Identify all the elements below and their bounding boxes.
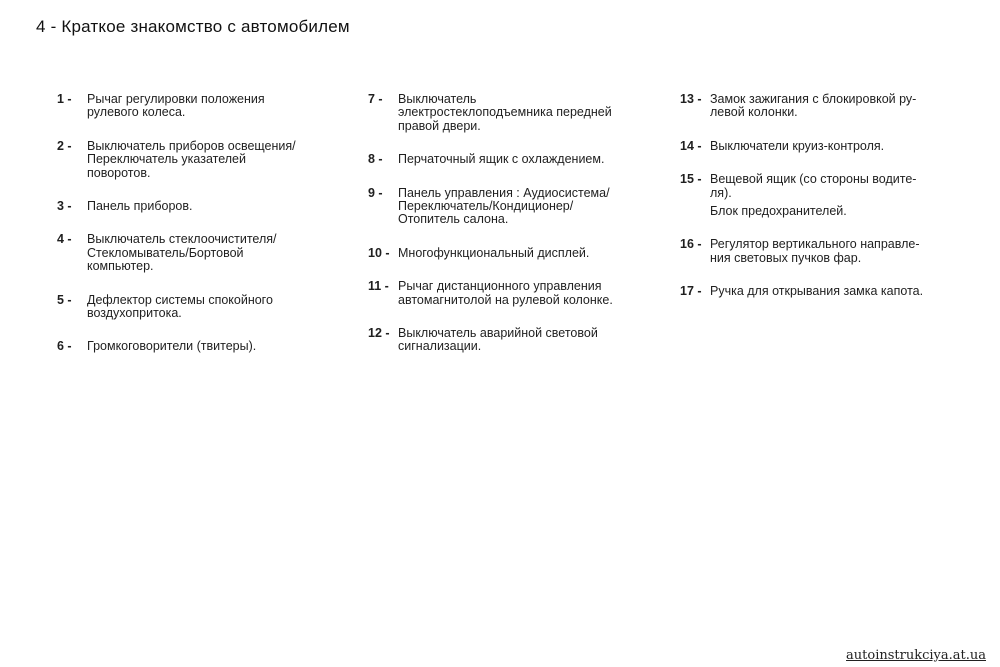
legend-item-line: Стекломыватель/Бортовой (87, 245, 244, 260)
legend-item-line: Дефлектор системы спокойного (87, 292, 273, 307)
legend-item-number: 4 - (57, 232, 72, 247)
legend-item-3 (57, 200, 347, 213)
legend-item-number: 7 - (368, 92, 383, 106)
legend-item-number: 15 - (680, 172, 702, 187)
legend-item-number: 17 - (680, 284, 702, 299)
legend-item-line: Рычаг дистанционного управления (398, 279, 602, 294)
legend-item-line: Выключатель стеклоочистителя/ (87, 232, 277, 247)
legend-item-6 (57, 340, 347, 353)
legend-item-text (87, 140, 347, 180)
legend-item-line: правой двери. (398, 118, 481, 133)
legend-item-4 (57, 233, 347, 273)
legend-item-line: Выключатели круиз-контроля. (710, 138, 885, 153)
legend-item-number: 2 - (57, 138, 72, 153)
watermark-link[interactable]: autoinstrukciya.at.ua (846, 648, 986, 663)
legend-item-number: 12 - (368, 326, 390, 341)
legend-item-text (710, 93, 980, 120)
legend-item-line: Выключатель приборов освещения/ (87, 138, 296, 153)
legend-item-line: Переключатель/Кондиционер/ (398, 199, 574, 214)
legend-item-line: левой колонки. (710, 105, 798, 120)
legend-item-number: 13 - (680, 92, 702, 106)
legend-item-number: 10 - (368, 245, 390, 260)
legend-item-line: Рычаг регулировки положения (87, 92, 265, 106)
legend-item-11 (368, 280, 658, 307)
legend-item-text (87, 294, 347, 321)
legend-item-text (398, 327, 658, 354)
legend-item-line: электростеклоподъемника передней (398, 105, 612, 120)
legend-item-number: 5 - (57, 292, 72, 307)
legend-item-5 (57, 294, 347, 321)
legend-item-13 (680, 93, 980, 120)
legend-item-text (710, 285, 980, 298)
legend-item-text (398, 93, 658, 133)
legend-item-line: Замок зажигания с блокировкой ру- (710, 92, 917, 106)
legend-item-text (710, 140, 980, 153)
legend-item-7 (368, 93, 658, 133)
legend-column-3 (680, 93, 980, 299)
legend-item-line: ния световых пучков фар. (710, 250, 862, 265)
legend-item-line: ля). (710, 185, 732, 200)
legend-item-text (87, 233, 347, 273)
legend-item-line: сигнализации. (398, 339, 482, 354)
legend-item-text (398, 187, 658, 227)
legend-item-2 (57, 140, 347, 180)
legend-item-line: автомагнитолой на рулевой колонке. (398, 292, 613, 307)
legend-item-line: Выключатель аварийной световой (398, 326, 598, 341)
legend-item-line: Громкоговорители (твитеры). (87, 339, 257, 354)
legend-item-15 (680, 173, 980, 218)
legend-item-text (87, 200, 347, 213)
legend-item-line: Отопитель салона. (398, 212, 509, 227)
legend-item-line: Ручка для открывания замка капота. (710, 284, 924, 299)
legend-item-number: 16 - (680, 237, 702, 252)
legend-item-line: Панель приборов. (87, 199, 193, 214)
legend-item-9 (368, 187, 658, 227)
legend-item-line: Перчаточный ящик с охлаждением. (398, 152, 605, 167)
legend-item-8 (368, 153, 658, 166)
legend-item-number: 6 - (57, 339, 72, 354)
legend-item-text (398, 280, 658, 307)
legend-item-line: Регулятор вертикального направле- (710, 237, 920, 252)
legend-item-line: рулевого колеса. (87, 105, 186, 120)
legend-item-text (398, 153, 658, 166)
legend-item-line: поворотов. (87, 165, 151, 180)
legend-item-line: воздухопритока. (87, 306, 182, 321)
legend-item-line: Панель управления : Аудиосистема/ (398, 185, 610, 200)
legend-item-subline: Блок предохранителей. (710, 204, 847, 219)
page-title: 4 - Краткое знакомство с автомобилем (36, 17, 350, 36)
legend-item-number: 8 - (368, 152, 383, 167)
legend-item-17 (680, 285, 980, 298)
legend-item-number: 14 - (680, 138, 702, 153)
legend-item-line: Многофункциональный дисплей. (398, 245, 590, 260)
legend-item-1 (57, 93, 347, 120)
legend-column-2 (368, 93, 658, 354)
legend-item-text (87, 340, 347, 353)
legend-item-line: компьютер. (87, 259, 154, 274)
legend-item-16 (680, 238, 980, 265)
legend-item-text (710, 238, 980, 265)
legend-item-14 (680, 140, 980, 153)
legend-item-10 (368, 247, 658, 260)
legend-item-line: Переключатель указателей (87, 152, 246, 167)
legend-item-line: Вещевой ящик (со стороны водите- (710, 172, 917, 187)
legend-item-number: 9 - (368, 185, 383, 200)
legend-item-number: 3 - (57, 199, 72, 214)
legend-item-number: 11 - (368, 279, 389, 294)
legend-item-text (398, 247, 658, 260)
legend-item-line: Выключатель (398, 92, 477, 106)
legend-item-text (710, 173, 980, 218)
legend-item-12 (368, 327, 658, 354)
legend-item-text (87, 93, 347, 120)
legend-item-number: 1 - (57, 92, 72, 106)
legend-column-1 (57, 93, 347, 354)
